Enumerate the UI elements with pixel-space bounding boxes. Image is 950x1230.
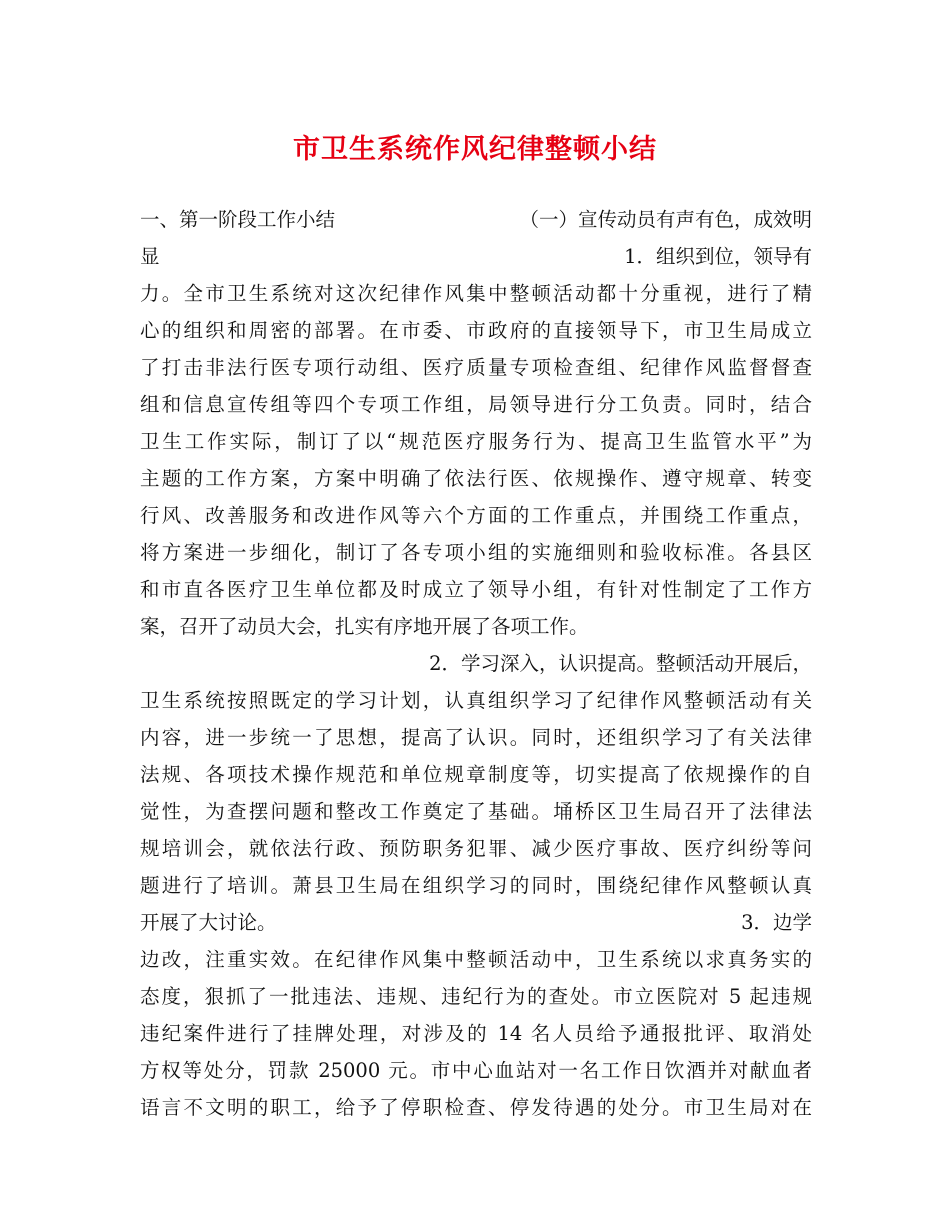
text-line: 心的组织和周密的部署。在市委、市政府的直接领导下，市卫生局成立 [140, 319, 812, 342]
text-line: 违纪案件进行了挂牌处理，对涉及的 14 名人员给予通报批评、取消处 [140, 1022, 812, 1045]
text-line: 案，召开了动员大会，扎实有序地开展了各项工作。 [140, 615, 589, 638]
text-line: 语言不文明的职工，给予了停职检查、停发待遇的处分。市卫生局对在 [140, 1096, 812, 1119]
text-line: 规培训会，就依法行政、预防职务犯罪、减少医疗事故、医疗纠纷等问 [140, 837, 812, 860]
text-line: 卫生系统按照既定的学习计划，认真组织学习了纪律作风整顿活动有关 [140, 689, 812, 712]
text-line: 题进行了培训。萧县卫生局在组织学习的同时，围绕纪律作风整顿认真 [140, 874, 812, 897]
text-line: 卫生工作实际，制订了以“规范医疗服务行为、提高卫生监管水平”为 [140, 430, 812, 453]
text-line: 力。全市卫生系统对这次纪律作风集中整顿活动都十分重视，进行了精 [140, 282, 812, 305]
item-heading: 2．学习深入，认识提高。整顿活动开展后， [429, 652, 812, 675]
text-line: 边改，注重实效。在纪律作风集中整顿活动中，卫生系统以求真务实的 [140, 948, 812, 971]
text-line: 将方案进一步细化，制订了各专项小组的实施细则和验收标准。各县区 [140, 541, 812, 564]
text-line: 和市直各医疗卫生单位都及时成立了领导小组，有针对性制定了工作方 [140, 578, 812, 601]
text-line: 法规、各项技术操作规范和单位规章制度等，切实提高了依规操作的自 [140, 763, 812, 786]
text-line: 内容，进一步统一了思想，提高了认识。同时，还组织学习了有关法律 [140, 726, 812, 749]
text-line: 态度，狠抓了一批违法、违规、违纪行为的查处。市立医院对 5 起违规 [140, 985, 812, 1008]
text-line [140, 903, 812, 943]
text-fragment: 开展了大讨论。 [140, 911, 277, 934]
document-title: 市卫生系统作风纪律整顿小结 [293, 134, 657, 165]
text-line: 行风、改善服务和改进作风等六个方面的工作重点，并围绕工作重点， [140, 504, 812, 527]
text-line [140, 237, 812, 277]
text-line: 觉性，为查摆问题和整改工作奠定了基础。埇桥区卫生局召开了法律法 [140, 800, 812, 823]
text-line: 方权等处分，罚款 25000 元。市中心血站对一名工作日饮酒并对献血者 [140, 1059, 812, 1082]
text-line: 主题的工作方案，方案中明确了依法行医、依规操作、遵守规章、转变 [140, 467, 812, 490]
section-heading: 一、第一阶段工作小结 [140, 208, 336, 231]
text-line: 了打击非法行医专项行动组、医疗质量专项检查组、纪律作风监督督查 [140, 356, 812, 379]
subsection-heading: （一）宣传动员有声有色，成效明 [519, 208, 812, 231]
text-line [140, 200, 812, 240]
text-fragment: 显 [140, 245, 160, 268]
item-heading: 1．组织到位，领导有 [624, 245, 812, 268]
item-heading: 3．边学 [741, 911, 812, 934]
text-line: 组和信息宣传组等四个专项工作组，局领导进行分工负责。同时，结合 [140, 393, 812, 416]
